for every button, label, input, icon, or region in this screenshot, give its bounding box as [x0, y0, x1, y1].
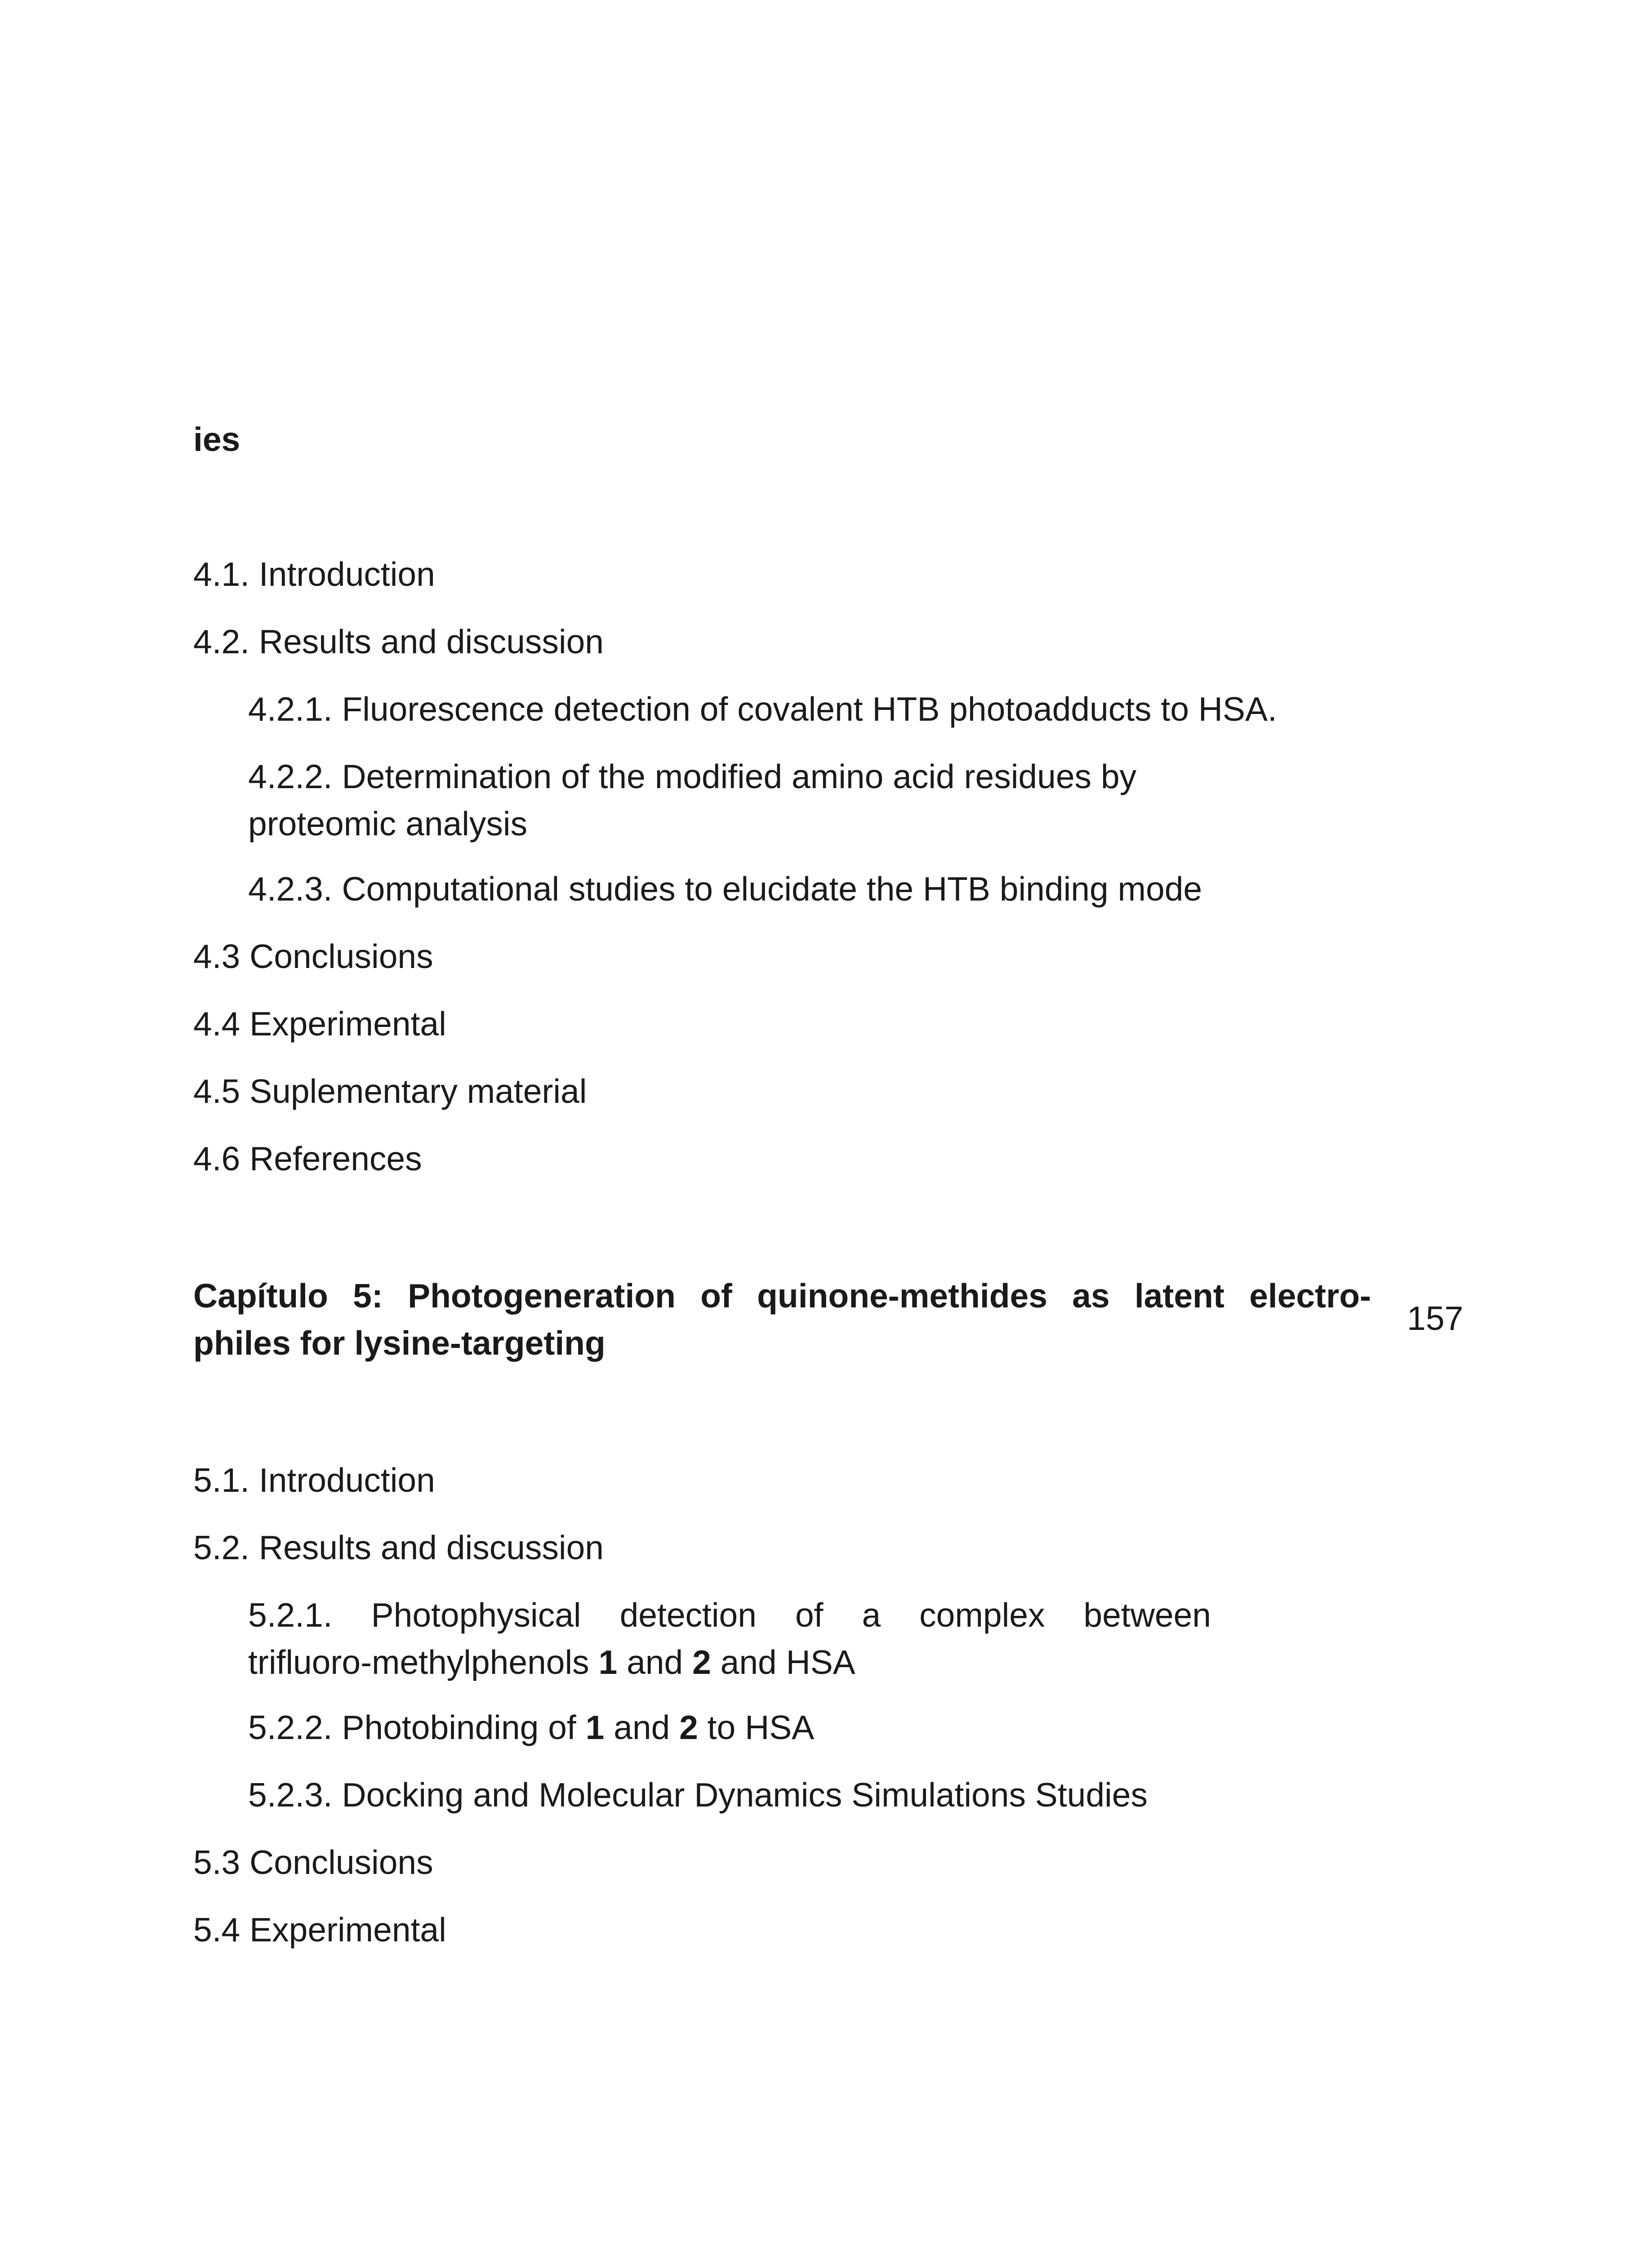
toc-entry-4-4: 4.4 Experimental: [193, 1005, 446, 1043]
toc-entry-4-2-1: 4.2.1. Fluorescence detection of covalent HTB photoadducts to HSA.: [248, 690, 1277, 728]
toc-entry-5-2-2: 5.2.2. Photobinding of 1 and 2 to HSA: [248, 1708, 815, 1746]
toc-entry-4-3: 4.3 Conclusions: [193, 937, 433, 975]
chapter-5-title-line-1: Capítulo 5: Photogeneration of quinone-methides as latent electro-: [193, 1277, 1371, 1315]
toc-entry-5-2: 5.2. Results and discussion: [193, 1529, 604, 1566]
chapter-5-page-number: 157: [1407, 1299, 1464, 1337]
toc-entry-4-6: 4.6 References: [193, 1140, 422, 1178]
toc-entry-4-1: 4.1. Introduction: [193, 555, 435, 593]
toc-entry-5-1: 5.1. Introduction: [193, 1461, 435, 1499]
toc-entry-5-2-3: 5.2.3. Docking and Molecular Dynamics Simulations Studies: [248, 1776, 1148, 1814]
toc-entry-4-5: 4.5 Suplementary material: [193, 1072, 587, 1110]
toc-entry-4-2: 4.2. Results and discussion: [193, 623, 604, 660]
toc-entry-4-2-3: 4.2.3. Computational studies to elucidate the HTB binding mode: [248, 870, 1202, 908]
toc-entry-5-2-1: [248, 1592, 1211, 1686]
toc-entry-4-2-2: 4.2.2. Determination of the modified amino acid residues by proteomic analysis: [248, 758, 1137, 843]
toc-entry-5-2-1-line-1: 5.2.1. Photophysical detection of a complex between: [248, 1596, 1211, 1634]
toc-entry-5-3: 5.3 Conclusions: [193, 1843, 433, 1881]
chapter-5-title: [193, 1272, 1371, 1367]
chapter-5-title-line-2: philes for lysine-targeting: [193, 1324, 606, 1362]
chapter-title-fragment: ies: [193, 420, 240, 458]
toc-entry-5-4: 5.4 Experimental: [193, 1911, 446, 1949]
toc-entry-5-2-1-line-2: trifluoro-methylphenols 1 and 2 and HSA: [248, 1643, 855, 1681]
